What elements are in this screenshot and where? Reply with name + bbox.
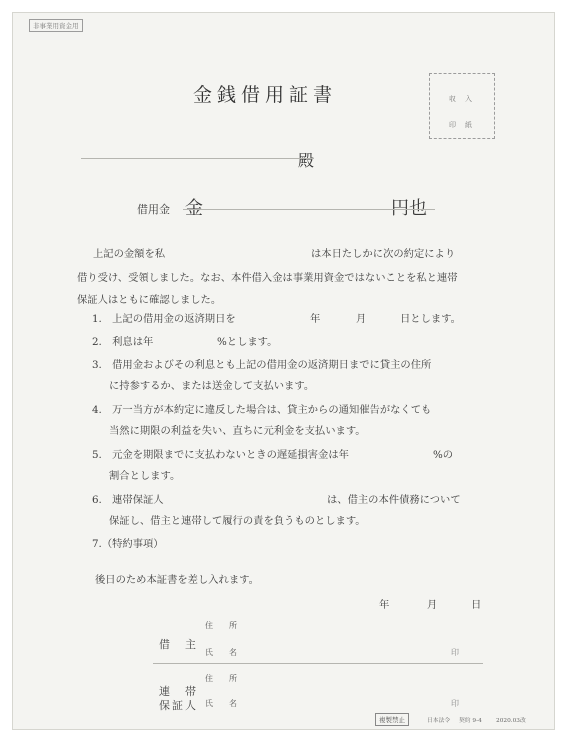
item-3-line-1: 3. 借用金およびその利息とも上記の借用金の返済期日までに貸主の住所 (92, 359, 432, 371)
intro-line-1b: は本日たしかに次の約定により (311, 248, 456, 260)
guarantor-label-1: 連 帯 (159, 685, 198, 698)
form-number: 契約 9-4 (459, 718, 482, 724)
document-page (12, 12, 555, 730)
item-1-day: 日とします。 (400, 313, 461, 325)
item-1-month: 月 (356, 313, 367, 325)
stamp-label-bottom: 印紙 (449, 121, 481, 129)
item-5-percent: %の (433, 449, 454, 461)
guarantor-name-label: 氏 名 (205, 699, 241, 708)
borrower-name-label: 氏 名 (205, 648, 241, 657)
item-5-line-1: 5. 元金を期限までに支払わないときの遅延損害金は年 (92, 449, 349, 461)
stamp-label-top: 収入 (449, 95, 481, 103)
item-6-line-1b: は、借主の本件債務について (327, 494, 461, 506)
item-1: 1. 上記の借用金の返済期日を (92, 313, 236, 325)
guarantor-seal-mark: 印 (451, 699, 459, 708)
date-day: 日 (471, 599, 482, 611)
item-6-line-1a: 6. 連帯保証人 (92, 494, 164, 506)
borrower-label: 借 主 (159, 638, 198, 651)
addressee-suffix: 殿 (298, 151, 315, 170)
item-6-line-2: 保証し、借主と連帯して履行の責を負うものとします。 (109, 515, 366, 527)
corner-label: 非事業用資金用 (29, 19, 83, 32)
loan-kin: 金 (185, 198, 203, 219)
intro-line-1a: 上記の金額を私 (93, 248, 166, 260)
date-month: 月 (427, 599, 438, 611)
revision-date: 2020.03改 (496, 718, 526, 724)
item-3-line-2: に持参するか、または送金して支払います。 (109, 380, 315, 392)
borrower-address-label: 住 所 (205, 621, 241, 630)
loan-yen: 円也 (391, 198, 427, 219)
intro-line-2: 借り受け、受領しました。なお、本件借入金は事業用資金ではないことを私と連帯 (77, 272, 458, 284)
item-4-line-1: 4. 万一当方が本約定に違反した場合は、貸主からの通知催告がなくても (92, 404, 432, 416)
borrower-line (153, 663, 483, 664)
date-year: 年 (379, 599, 390, 611)
closing-statement: 後日のため本証書を差し入れます。 (95, 574, 259, 586)
loan-amount-label: 借用金 (137, 203, 170, 216)
intro-line-3: 保証人はともに確認しました。 (77, 294, 222, 306)
guarantor-address-label: 住 所 (205, 674, 241, 683)
item-1-year: 年 (310, 313, 321, 325)
item-4-line-2: 当然に期限の利益を失い、直ちに元利金を支払います。 (109, 425, 366, 437)
item-7-special-terms: 7.（特約事項） (92, 538, 164, 550)
item-5-line-2: 割合とします。 (109, 470, 181, 482)
guarantor-label-2: 保証人 (159, 699, 198, 712)
loan-amount-line (183, 209, 435, 210)
item-2: 2. 利息は年 (92, 336, 154, 348)
addressee-line (81, 158, 314, 159)
revenue-stamp-box (429, 73, 495, 139)
borrower-seal-mark: 印 (451, 648, 459, 657)
document-title: 金銭借用証書 (193, 84, 338, 106)
publisher-name: 日本法令 (427, 718, 451, 724)
item-2-suffix: %とします。 (217, 336, 278, 348)
copy-prohibited-notice: 複製禁止 (375, 713, 409, 726)
